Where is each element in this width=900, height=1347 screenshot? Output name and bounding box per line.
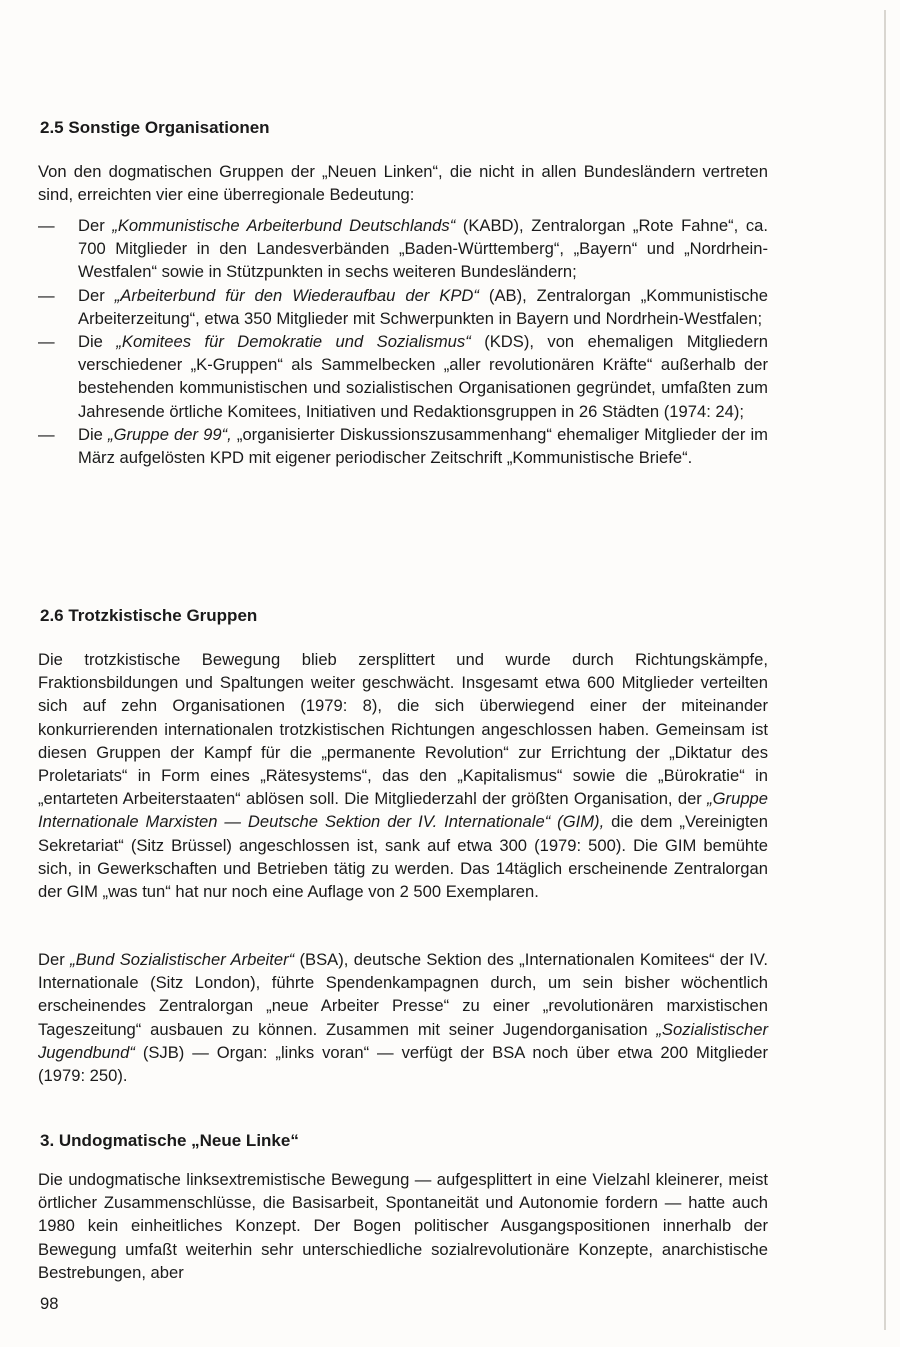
section-2-6-paragraph-2: Der „Bund Sozialistischer Arbeiter“ (BSA), deutsche Sektion des „Internationalen Komitees“ der IV. Internationale (Sitz London), führte Spendenkampagnen durch, um sein bisher wöchentlich erscheinendes Zentralorgan „neue Arbeiter Presse“ zu einer „revolutionären marxistischen Tageszeitung“ ausbauen zu können. Zusammen mit seiner Jugendorganisation „Sozialistischer Jugendbund“ (SJB) — Organ: „links voran“ — verfügt der BSA noch über etwa 200 Mitglieder (1979: 250). — [38, 950, 768, 1086]
section-2-5-intro: Von den dogmatischen Gruppen der „Neuen Linken“, die nicht in allen Bundesländern vertreten sind, erreichten vier eine überregionale Bedeutung: — [38, 162, 768, 205]
list-item: — Die „Gruppe der 99“, „organisierter Diskussionszusammenhang“ ehemaliger Mitglieder der im März aufgelösten KPD mit eigener periodischer Zeitschrift „Kommunistische Briefe“. — [38, 424, 769, 468]
section-2-6-paragraph-1: Die trotzkistische Bewegung blieb zersplittert und wurde durch Richtungskämpfe, Fraktionsbildungen und Spaltungen weiter geschwächt. Insgesamt etwa 600 Mitglieder verteilten sich auf zehn Organisationen (1979: 8), die sich überwiegend einer der miteinander konkurrierenden internationalen trotzkistischen Richtungen angeschlossen haben. Gemeinsam ist diesen Gruppen der Kampf für die „permanente Revolution“ zur Errichtung der „Diktatur des Proletariats“ in Form eines „Rätesystems“, das den „Kapitalismus“ sowie die „Bürokratie“ in „entarteten Arbeiterstaaten“ ablösen soll. Die Mitgliederzahl der größten Organisation, der „Gruppe Internationale Marxisten — Deutsche Sektion der IV. Internationale“ (GIM), die dem „Vereinigten Sekretariat“ (Sitz Brüssel) angeschlossen ist, sank auf etwa 300 (1979: 500). Die GIM bemühte sich, in Gewerkschaften und Betrieben tätig zu werden. Das 14täglich erscheinende Zentralorgan der GIM „was tun“ hat nur noch eine Auflage von 2 500 Exemplaren. — [38, 650, 768, 902]
org-name: „Gruppe der 99“, — [108, 424, 232, 444]
page-number: 98 — [40, 1294, 59, 1313]
section-2-6-heading: 2.6 Trotzkistische Gruppen — [40, 606, 258, 625]
section-2-5-heading: 2.5 Sonstige Organisationen — [40, 118, 270, 137]
page-edge-line — [884, 10, 886, 1330]
dash-marker: — — [38, 216, 55, 235]
section-3-paragraph-1: Die undogmatische linksextremistische Bewegung — aufgesplittert in eine Vielzahl kleinerer, meist örtlicher Zusammenschlüsse, die Basisarbeit, Spontaneität und Autonomie fordern — hatte auch 1980 kein einheitliches Konzept. Der Bogen politischer Ausgangspositionen innerhalb der Bewegung umfaßt weiterhin sehr unterschiedliche sozialrevolutionäre Konzepte, anarchistische Bestrebungen, aber — [38, 1170, 768, 1282]
section-3-heading: 3. Undogmatische „Neue Linke“ — [40, 1131, 299, 1150]
org-name: „Sozialistischer Jugendbund“ — [38, 1019, 768, 1062]
list-item: — Der „Arbeiterbund für den Wiederaufbau der KPD“ (AB), Zentralorgan „Kommunistische Arbeiterzeitung“, etwa 350 Mitglieder mit Schwerpunkten in Bayern und Nordrhein-Westfalen; — [38, 285, 768, 328]
org-name: „Bund Sozialistischer Arbeiter“ — [70, 950, 295, 969]
list-item: — Die „Komitees für Demokratie und Sozialismus“ (KDS), von ehemaligen Mitgliedern verschiedener „K-Gruppen“ als Sammelbecken „aller revolutionären Kräfte“ außerhalb der bestehenden kommunistischen und sozialistischen Organisationen gegründet, umfaßten zum Jahresende örtliche Komitees, Initiativen und Redaktionsgruppen in 26 Städten (1974: 24); — [38, 332, 768, 421]
org-name: „Arbeiterbund für den Wiederaufbau der KPD“ — [114, 285, 479, 305]
dash-marker: — — [38, 285, 55, 305]
org-name: „Komitees für Demokratie und Sozialismus“ — [116, 332, 471, 352]
org-name: „Gruppe Internationale Marxisten — Deutsche Sektion der IV. Internationale“ (GIM), — [38, 789, 768, 832]
dash-marker: — — [38, 424, 55, 444]
list-item: — Der „Kommunistische Arbeiterbund Deutschlands“ (KABD), Zentralorgan „Rote Fahne“, ca. 700 Mitglieder in den Landesverbänden „Baden-Württemberg“, „Bayern“ und „Nordrhein-Westfalen“ sowie in Stützpunkten in sechs weiteren Bundesländern; — [38, 216, 768, 282]
dash-marker: — — [38, 332, 55, 352]
document-page — [38, 0, 768, 1347]
organisation-list — [38, 214, 768, 469]
org-name: „Kommunistische Arbeiterbund Deutschlands“ — [112, 216, 456, 235]
